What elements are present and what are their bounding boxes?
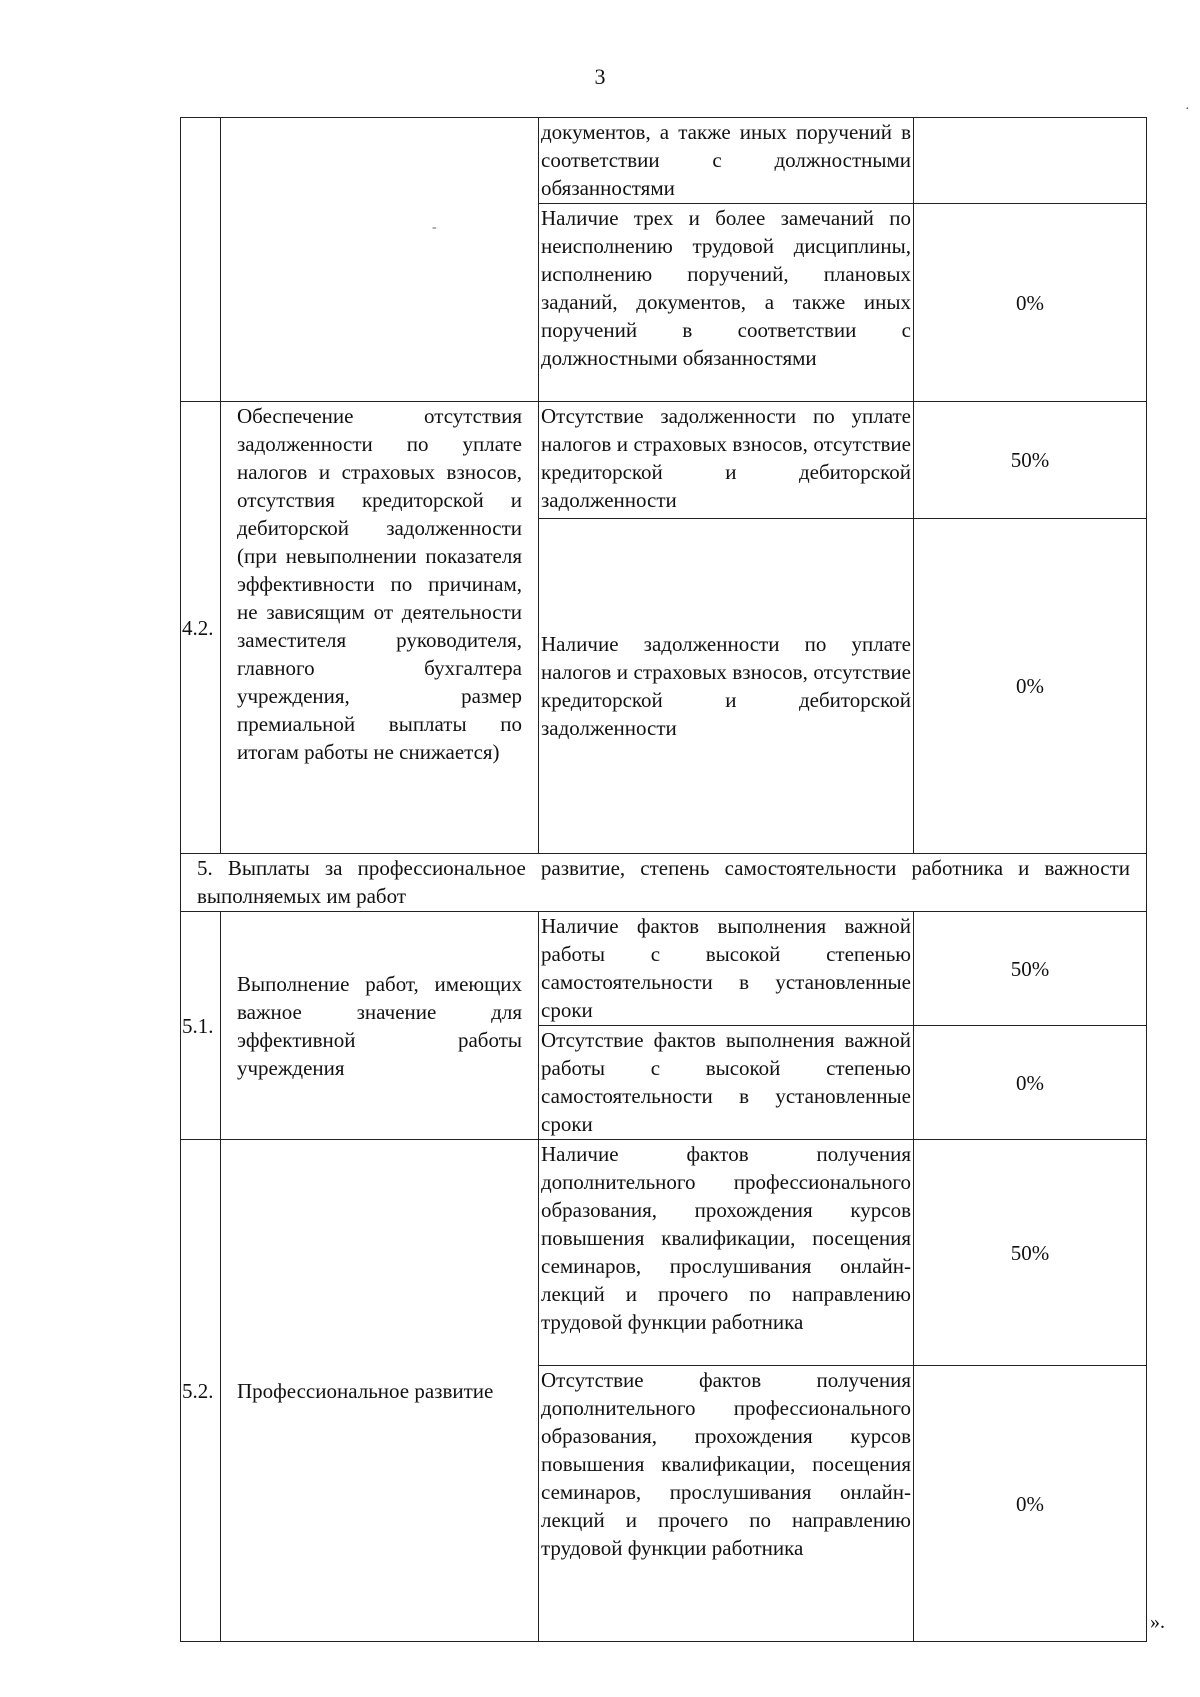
criterion-cell: Наличие фактов получения дополнительного профессионального образования, прохождения курсов повышения квалификации, посещения семинаров, прослушивания онлайн-лекций и прочего по направлению трудовой функции работника — [539, 1140, 914, 1366]
criterion-cell: Отсутствие фактов выполнения важной работы с высокой степенью самостоятельности в установленные сроки — [539, 1026, 914, 1140]
criterion-cell: Наличие фактов выполнения важной работы с высокой степенью самостоятельности в установленные сроки — [539, 912, 914, 1026]
table-row — [181, 1140, 1147, 1366]
table-row — [181, 118, 1147, 204]
scan-mark: · — [1185, 102, 1190, 117]
number-cell — [181, 118, 221, 402]
value-cell: 0% — [914, 204, 1147, 402]
indicator-cell: Профессиональное развитие — [221, 1140, 539, 1642]
page-number: 3 — [594, 64, 606, 89]
row-number: 5.1. — [181, 912, 221, 1140]
value-cell: 0% — [914, 519, 1147, 854]
value-cell: 0% — [914, 1366, 1147, 1642]
scan-smudge: - — [432, 220, 437, 235]
section-header-row — [181, 854, 1147, 912]
value-cell: 50% — [914, 1140, 1147, 1366]
criterion-cell: Отсутствие фактов получения дополнительного профессионального образования, прохождения курсов повышения квалификации, посещения семинаров, прослушивания онлайн-лекций и прочего по направлению трудовой функции работника — [539, 1366, 914, 1642]
value-cell: 50% — [914, 912, 1147, 1026]
indicator-cell: Выполнение работ, имеющих важное значение для эффективной работы учреждения — [221, 912, 539, 1140]
criteria-table — [180, 117, 1147, 1642]
criterion-cell: Отсутствие задолженности по уплате налогов и страховых взносов, отсутствие кредиторской и дебиторской задолженности — [539, 402, 914, 519]
table-row — [181, 402, 1147, 519]
value-cell — [914, 118, 1147, 204]
row-number: 4.2. — [181, 402, 221, 854]
row-number: 5.2. — [181, 1140, 221, 1642]
closing-quote-mark: ». — [1150, 1611, 1165, 1633]
criterion-cell: Наличие задолженности по уплате налогов и страховых взносов, отсутствие кредиторской и дебиторской задолженности — [539, 519, 914, 854]
table-row — [181, 912, 1147, 1026]
criterion-cell: документов, а также иных поручений в соответствии с должностными обязанностями — [539, 118, 914, 204]
criterion-cell: Наличие трех и более замечаний по неисполнению трудовой дисциплины, исполнению поручений, плановых заданий, документов, а также иных поручений в соответствии с должностными обязанностями — [539, 204, 914, 402]
section-title: 5. Выплаты за профессиональное развитие, степень самостоятельности работника и важности выполняемых им работ — [181, 854, 1147, 912]
indicator-cell — [221, 118, 539, 402]
indicator-cell: Обеспечение отсутствия задолженности по уплате налогов и страховых взносов, отсутствия кредиторской и дебиторской задолженности (при невыполнении показателя эффективности по причинам, не зависящим от деятельности заместителя руководителя, главного бухгалтера учреждения, размер премиальной выплаты по итогам работы не снижается) — [221, 402, 539, 854]
value-cell: 0% — [914, 1026, 1147, 1140]
value-cell: 50% — [914, 402, 1147, 519]
